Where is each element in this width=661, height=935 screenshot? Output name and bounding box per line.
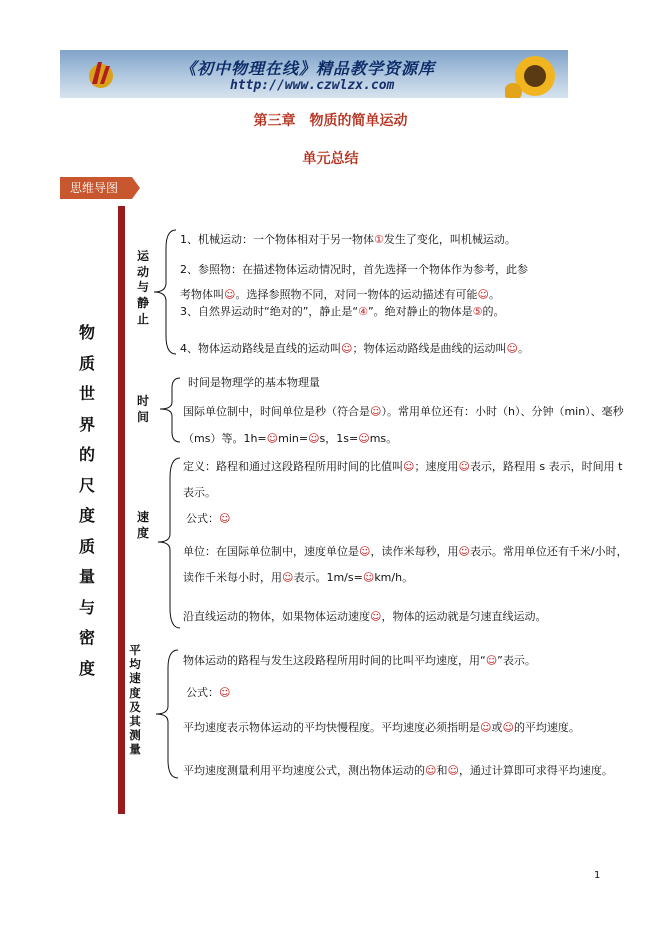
- time-bracket: [154, 376, 184, 446]
- main-brace-bar: [118, 206, 125, 814]
- speed-bracket: [152, 456, 182, 632]
- motion-line-3: 考物体叫☺。选择参照物不同，对同一物体的运动描述有可能☺。: [180, 288, 500, 301]
- motion-bracket: [148, 228, 178, 358]
- avg-line-4: 平均速度测量利用平均速度公式，测出物体运动的☺和☺，通过计算即可求得平均速度。: [183, 764, 613, 777]
- avg-line-2: 公式：☺: [186, 686, 231, 699]
- section-label-motion: 运动与静止: [136, 249, 149, 326]
- speed-line-3: 公式：☺: [186, 512, 231, 525]
- banner-title: 《初中物理在线》精品教学资源库: [180, 59, 436, 78]
- time-line-1: 时间是物理学的基本物理量: [188, 376, 320, 389]
- section-label-avg: 平均速度及其测量: [129, 643, 141, 757]
- time-line-2: 国际单位制中，时间单位是秒（符合是☺）。常用单位还有：小时（h）、分钟（min）、毫秒: [183, 405, 624, 418]
- avg-bracket: [150, 648, 180, 782]
- speed-line-4: 单位：在国际单位制中，速度单位是☺，读作米每秒，用☺表示。常用单位还有千米/小时，: [183, 545, 628, 558]
- speed-line-1: 定义：路程和通过这段路程所用时间的比值叫☺；速度用☺表示，路程用 s 表示，时间用 t: [183, 460, 623, 473]
- speed-line-2: 表示。: [183, 486, 216, 499]
- motion-line-1: 1、机械运动：一个物体相对于另一物体①发生了变化，叫机械运动。: [180, 233, 516, 246]
- speed-line-6: 沿直线运动的物体，如果物体运动速度☺，物体的运动就是匀速直线运动。: [183, 610, 547, 623]
- header-banner: [60, 50, 568, 98]
- motion-line-2: 2、参照物：在描述物体运动情况时，首先选择一个物体作为参考，此参: [180, 263, 528, 276]
- motion-line-4: 3、自然界运动时“绝对的”，静止是“④”。绝对静止的物体是⑤的。: [180, 305, 505, 318]
- mindmap-tag: 思维导图: [60, 177, 132, 199]
- time-line-3: （ms）等。1h=☺min=☺s，1s=☺ms。: [183, 432, 398, 445]
- banner-url: http://www.czwlzx.com: [230, 78, 395, 93]
- logo-icon: [84, 56, 118, 90]
- page-number: 1: [594, 870, 601, 881]
- avg-line-3: 平均速度表示物体运动的平均快慢程度。平均速度必须指明是☺或☺的平均速度。: [183, 721, 580, 734]
- unit-title: 单元总结: [302, 151, 359, 167]
- main-title: 物质世界的尺度质量与密度: [78, 323, 95, 678]
- chapter-title: 第三章 物质的简单运动: [253, 113, 408, 129]
- avg-line-1: 物体运动的路程与发生这段路程所用时间的比叫平均速度，用“☺”表示。: [183, 654, 536, 667]
- speed-line-5: 读作千米每小时，用☺表示。1m/s=☺km/h。: [183, 571, 414, 584]
- motion-line-5: 4、物体运动路线是直线的运动叫☺；物体运动路线是曲线的运动叫☺。: [180, 342, 529, 355]
- sunflower-icon: [505, 54, 565, 98]
- section-label-time: 时间: [136, 394, 149, 424]
- section-label-speed: 速度: [136, 510, 149, 540]
- tag-arrow-icon: [132, 177, 140, 199]
